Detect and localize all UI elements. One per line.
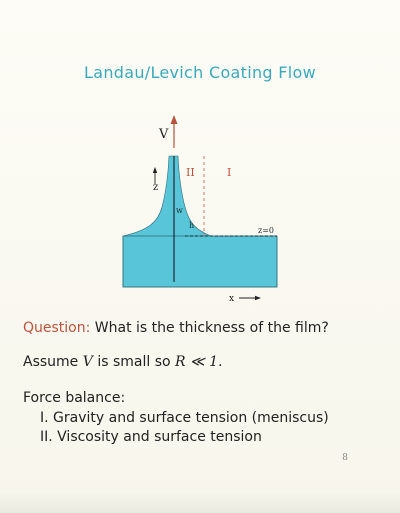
question-line: [23, 320, 329, 336]
z-label: z: [153, 182, 159, 193]
w-label: w: [176, 206, 183, 215]
force-item-viscosity: II. Viscosity and surface tension: [40, 429, 262, 445]
z0-label: z=0: [258, 226, 275, 235]
slide-title: Landau/Levich Coating Flow: [84, 63, 316, 82]
coating-flow-diagram: [115, 112, 295, 307]
force-item-gravity: I. Gravity and surface tension (meniscus): [40, 410, 329, 426]
region-two-label: II: [186, 166, 195, 179]
scan-edge: [0, 491, 400, 513]
v-label: V: [159, 127, 169, 142]
assume-mid: is small so: [97, 354, 171, 370]
assumption-line: [23, 354, 222, 370]
question-label: Question:: [23, 320, 91, 336]
assume-prefix: Assume: [23, 354, 79, 370]
assume-variable: V: [82, 354, 93, 370]
h-label: h: [189, 221, 195, 230]
region-one-label: I: [227, 166, 232, 179]
question-text: What is the thickness of the film?: [94, 320, 329, 336]
liquid-region: [123, 156, 277, 287]
force-balance-heading: Force balance:: [23, 390, 126, 406]
x-label: x: [229, 294, 235, 304]
assume-math: R ≪ 1.: [175, 354, 223, 370]
page-number: 8: [342, 453, 348, 463]
